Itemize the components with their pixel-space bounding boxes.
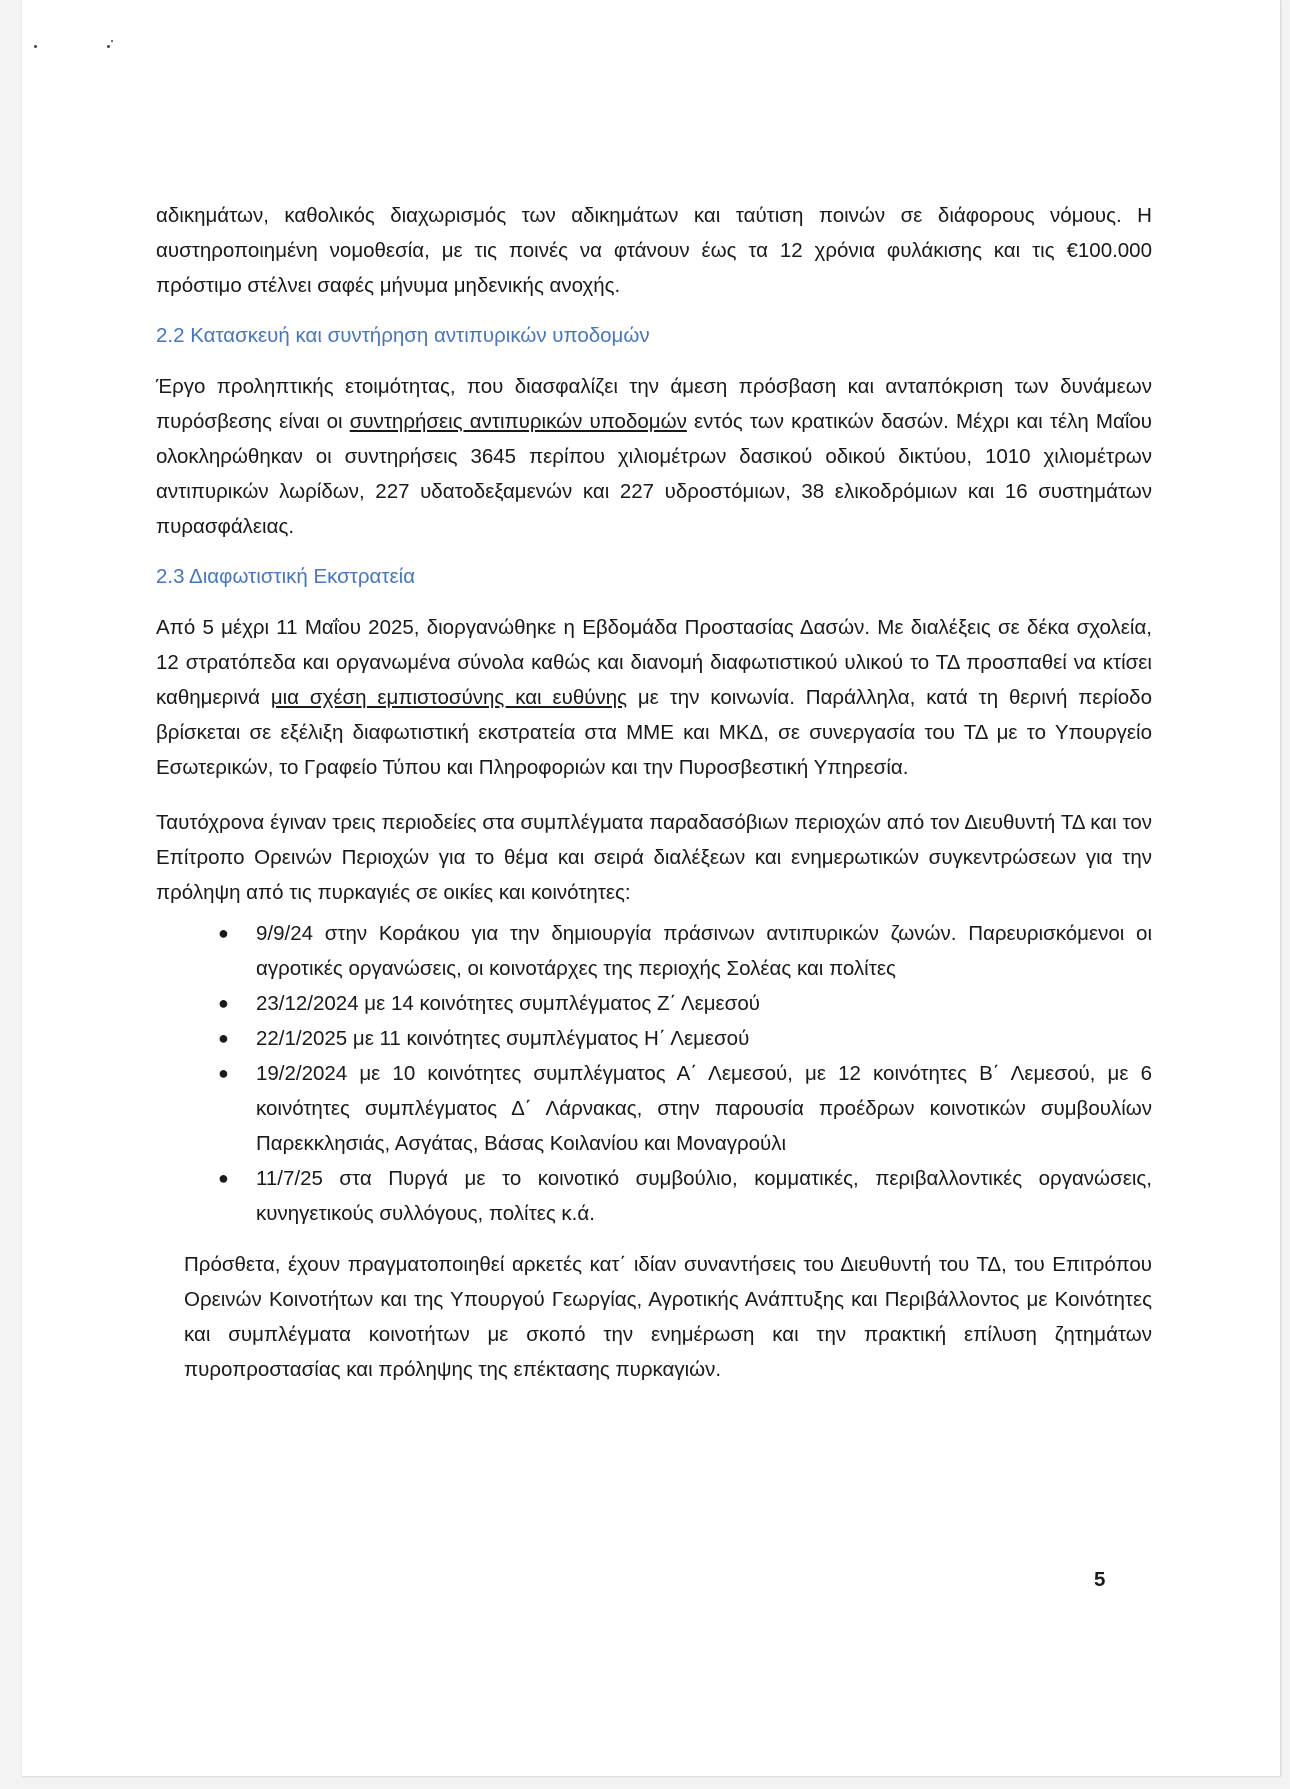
paragraph-campaign [156, 610, 1152, 785]
paragraph-text: Από 5 μέχρι 11 Μαΐου 2025, διοργανώθηκε η Εβδομάδα Προστασίας Δασών. Με διαλέξεις σε δέκα σχολεία, 12 στρατόπεδα και οργανωμένα σύνολα καθώς και διανομή διαφωτιστικού υλικού το ΤΔ προσπαθεί να κτίσει καθημερινά [156, 616, 1152, 709]
paragraph-text: Έργο προληπτικής ετοιμότητας, που διασφαλίζει την άμεση πρόσβαση και ανταπόκριση των δυνάμεων πυρόσβεσης είναι οι [156, 375, 1152, 433]
paragraph-intro: αδικημάτων, καθολικός διαχωρισμός των αδικημάτων και ταύτιση ποινών σε διάφορους νόμους. Η αυστηροποιημένη νομοθεσία, με τις ποινές να φτάνουν έως τα 12 χρόνια φυλάκισης και τις €100.000 πρόστιμο στέλνει σαφές μήνυμα μηδενικής ανοχής. [156, 204, 1152, 297]
underlined-phrase: μια σχέση εμπιστοσύνης και ευθύνης [270, 686, 627, 709]
section-heading-2-3: 2.3 Διαφωτιστική Εκστρατεία [156, 565, 416, 588]
underlined-phrase: συντηρήσεις αντιπυρικών υποδομών [349, 410, 687, 433]
bullet-icon: ● [218, 1063, 229, 1083]
document-page [22, 0, 1281, 1777]
list-item [156, 1161, 1152, 1231]
list-item-text: 11/7/25 στα Πυργά με το κοινοτικό συμβούλιο, κομματικές, περιβαλλοντικές οργανώσεις, κυνηγετικούς συλλόγους, πολίτες κ.ά. [256, 1167, 1152, 1225]
section-heading-2-2: 2.2 Κατασκευή και συντήρηση αντιπυρικών υποδομών [156, 324, 650, 347]
paragraph-closing: Πρόσθετα, έχουν πραγματοποιηθεί αρκετές κατ΄ ιδίαν συναντήσεις του Διευθυντή του ΤΔ, του Επιτρόπου Ορεινών Κοινοτήτων και της Υπουργού Γεωργίας, Αγροτικής Ανάπτυξης και Περιβάλλοντος με Κοινότητες και συμπλέγματα κοινοτήτων με σκοπό την ενημέρωση και την πρακτική επίλυση ζητημάτων πυροπροστασίας και πρόληψης της επέκτασης πυρκαγιών. [184, 1253, 1152, 1381]
bullet-icon: ● [218, 1028, 229, 1048]
paragraph-text: με την κοινωνία. Παράλληλα, κατά τη θερινή περίοδο βρίσκεται σε εξέλιξη διαφωτιστική εκστρατεία στα ΜΜΕ και ΜΚΔ, σε συνεργασία του ΤΔ με το Υπουργείο Εσωτερικών, το Γραφείο Τύπου και Πληροφοριών και την Πυροσβεστική Υπηρεσία. [156, 686, 1152, 779]
scan-speck [111, 40, 113, 42]
page-number: 5 [1094, 1568, 1106, 1591]
scan-speck [34, 45, 37, 48]
list-item-text: 23/12/2024 με 14 κοινότητες συμπλέγματος Ζ΄ Λεμεσού [256, 992, 760, 1015]
list-item [156, 916, 1152, 986]
list-item [156, 1021, 1152, 1056]
list-item-text: 9/9/24 στην Κοράκου για την δημιουργία πράσινων αντιπυρικών ζωνών. Παρευρισκόμενοι οι αγροτικές οργανώσεις, οι κοινοτάρχες της περιοχής Σολέας και πολίτες [256, 922, 1152, 980]
paragraph-text: εντός των κρατικών δασών. Μέχρι και τέλη Μαΐου ολοκληρώθηκαν οι συντηρήσεις 3645 περίπου χιλιομέτρων δασικού οδικού δικτύου, 1010 χιλιομέτρων αντιπυρικών λωρίδων, 227 υδατοδεξαμενών και 227 υδροστόμιων, 38 ελικοδρόμιων και 16 συστημάτων πυρασφάλειας. [156, 410, 1153, 538]
scan-speck [107, 45, 110, 48]
visits-list [156, 916, 1152, 1231]
list-item [156, 986, 1152, 1021]
list-item-text: 19/2/2024 με 10 κοινότητες συμπλέγματος Α΄ Λεμεσού, με 12 κοινότητες Β΄ Λεμεσού, με 6 κοινότητες συμπλέγματος Δ΄ Λάρνακας, στην παρουσία προέδρων κοινοτικών συμβουλίων Παρεκκλησιάς, Ασγάτας, Βάσας Κοιλανίου και Μοναγρούλι [256, 1062, 1152, 1155]
bullet-icon: ● [218, 923, 229, 943]
bullet-icon: ● [218, 993, 229, 1013]
list-item [156, 1056, 1152, 1161]
paragraph-visits: Ταυτόχρονα έγιναν τρεις περιοδείες στα συμπλέγματα παραδασόβιων περιοχών από τον Διευθυντή ΤΔ και τον Επίτροπο Ορεινών Περιοχών για το θέμα και σειρά διαλέξεων και ενημερωτικών συγκεντρώσεων για την πρόληψη από τις πυρκαγιές σε οικίες και κοινότητες: [156, 811, 1152, 904]
list-item-text: 22/1/2025 με 11 κοινότητες συμπλέγματος Η΄ Λεμεσού [256, 1027, 750, 1050]
document-body [156, 198, 1152, 1387]
paragraph-infrastructure [156, 369, 1152, 544]
bullet-icon: ● [218, 1168, 229, 1188]
